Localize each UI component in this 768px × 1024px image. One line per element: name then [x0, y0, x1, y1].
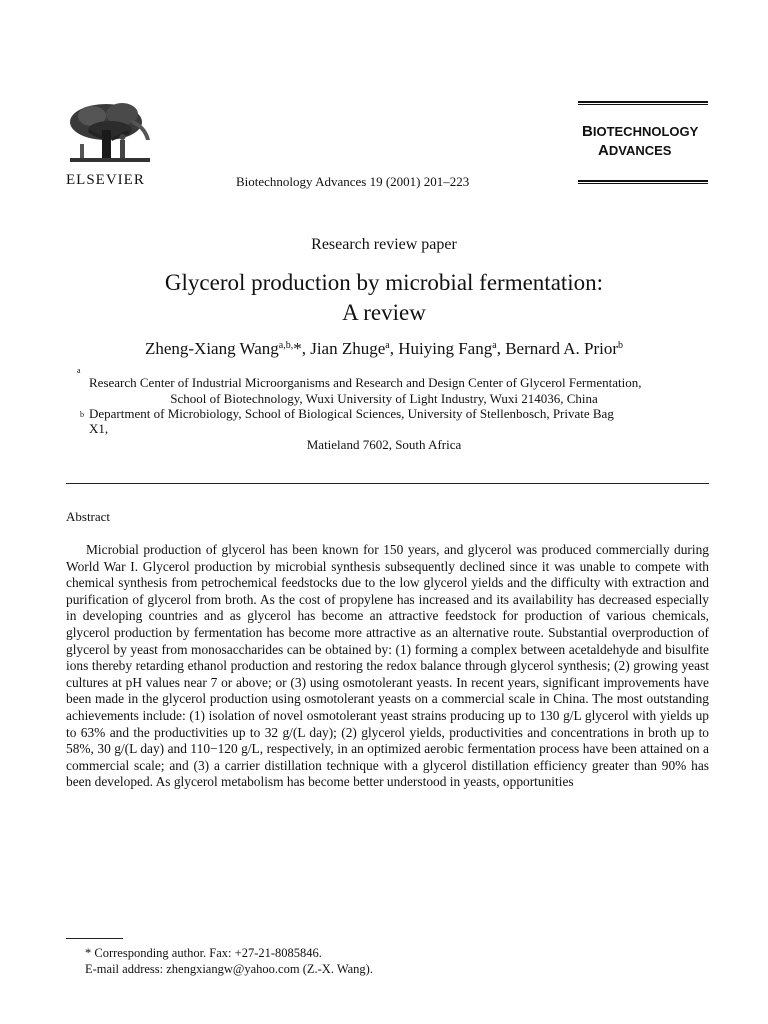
affiliation-b-mark: b	[80, 410, 84, 419]
journal-rule-bottom-thin	[578, 183, 708, 184]
journal-initial-b: B	[582, 123, 593, 140]
affiliation-b-line2: X1,	[89, 421, 109, 436]
journal-rule-top	[578, 101, 708, 103]
journal-name-rest-2: DVANCES	[608, 143, 672, 158]
author-list	[0, 339, 768, 359]
paper-type: Research review paper	[311, 236, 457, 253]
footnote-divider	[66, 938, 123, 939]
journal-initial-a: A	[598, 142, 609, 159]
section-divider	[66, 483, 709, 484]
author-name: Huiying Fang	[398, 339, 493, 358]
journal-name-line2	[598, 141, 671, 160]
journal-rule-bottom	[578, 180, 708, 182]
author-affiliation-sup: a	[492, 340, 497, 351]
journal-name-line1	[582, 122, 698, 141]
abstract-body: Microbial production of glycerol has been known for 150 years, and glycerol was produced commercially during World War I. Glycerol production by microbial synthesis subsequently declined since it was unable to compete with chemical synthesis from petrochemical feedstocks due to the low glycerol yields and the difficulty with extraction and purification of glycerol from broth. As the cost of propylene has increased and its availability has decreased especially in developing countries and as glycerol has become an attractive feedstock for production of various chemicals, glycerol production by fermentation has become more attractive as an alternative route. Substantial overproduction of glycerol by yeast from monosaccharides can be obtained by: (1) forming a complex between acetaldehyde and bisulfite ions thereby retarding ethanol production and restoring the redox balance through glycerol synthesis; (2) growing yeast cultures at pH values near 7 or above; or (3) using osmotolerant yeasts. In recent years, significant improvements have been made in the glycerol production using osmotolerant yeasts on a commercial scale in China. The most outstanding achievements include: (1) isolation of novel osmotolerant yeast strains producing up to 130 g/L glycerol with yields up to 63% and the productivities up to 32 g/(L day); (2) glycerol yields, productivities and concentrations in broth up to 58%, 30 g/(L day) and 110−120 g/L, respectively, in an optimized aerobic fermentation process have been attained on a commercial scale; and (3) a carrier distillation technique with a glycerol distillation efficiency greater than 90% has been developed. As glycerol metabolism has become better understood in yeasts, opportunities	[66, 542, 709, 790]
author-separator: ,	[389, 339, 399, 358]
author-name: Bernard A. Prior	[505, 339, 619, 358]
footnote-corresponding-author: * Corresponding author. Fax: +27-21-8085846.	[85, 946, 322, 960]
author-name: Jian Zhuge	[310, 339, 386, 358]
elsevier-tree-logo-icon	[62, 100, 158, 170]
journal-rule-top-thin	[578, 104, 708, 105]
author-affiliation-sup: a,b,	[278, 340, 294, 351]
author-name: Zheng-Xiang Wang	[144, 339, 279, 358]
affiliation-b-line1: Department of Microbiology, School of Biological Sciences, University of Stellenbosch, Private Bag	[89, 406, 614, 421]
affiliation-b-line3: Matieland 7602, South Africa	[306, 437, 462, 452]
corresponding-mark: *	[293, 339, 302, 358]
journal-name-rest-1: IOTECHNOLOGY	[592, 124, 699, 139]
abstract-heading: Abstract	[66, 509, 111, 524]
publisher-name: ELSEVIER	[66, 172, 145, 188]
author-separator: ,	[301, 339, 311, 358]
author-affiliation-sup: a	[385, 340, 390, 351]
affiliation-a-line2: School of Biotechnology, Wuxi University of Light Industry, Wuxi 214036, China	[170, 391, 598, 406]
paper-title-line2: A review	[342, 300, 426, 325]
author-affiliation-sup: b	[618, 340, 624, 351]
author-separator: ,	[496, 339, 506, 358]
affiliation-a-line1: Research Center of Industrial Microorganisms and Research and Design Center of Glycerol Fermentation,	[89, 375, 642, 390]
journal-citation: Biotechnology Advances 19 (2001) 201–223	[236, 174, 470, 189]
affiliation-a-mark: a	[77, 366, 81, 375]
paper-title-line1: Glycerol production by microbial fermentation:	[164, 270, 604, 295]
footnote-email: E-mail address: zhengxiangw@yahoo.com (Z.-X. Wang).	[85, 962, 373, 976]
